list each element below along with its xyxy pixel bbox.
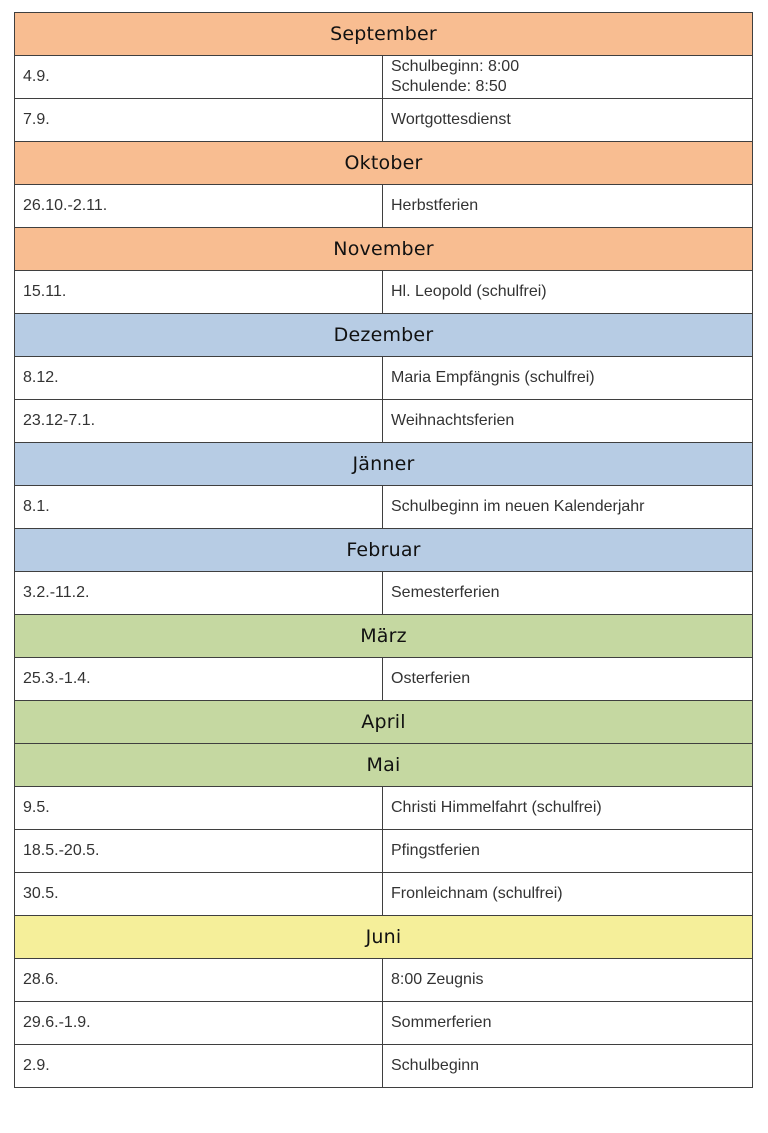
event-cell: [383, 99, 753, 142]
event-cell: [383, 271, 753, 314]
date-cell: 8.12.: [15, 357, 383, 400]
calendar-row: [15, 873, 753, 916]
date-cell: 18.5.-20.5.: [15, 830, 383, 873]
date-cell: 25.3.-1.4.: [15, 658, 383, 701]
month-header-row: [15, 916, 753, 959]
event-text: Schulbeginn: [391, 1057, 480, 1074]
month-header: März: [15, 615, 753, 658]
month-header-row: [15, 744, 753, 787]
month-header: Dezember: [15, 314, 753, 357]
event-text: Hl. Leopold (schulfrei): [391, 283, 547, 300]
date-cell: 7.9.: [15, 99, 383, 142]
month-header-row: [15, 615, 753, 658]
event-cell: [383, 959, 753, 1002]
event-cell: [383, 1045, 753, 1088]
event-text: Schulbeginn im neuen Kalenderjahr: [391, 498, 645, 515]
event-cell: [383, 400, 753, 443]
calendar-row: [15, 185, 753, 228]
event-cell: [383, 572, 753, 615]
calendar-row: [15, 1045, 753, 1088]
event-cell: [383, 873, 753, 916]
date-cell: 29.6.-1.9.: [15, 1002, 383, 1045]
month-header: September: [15, 13, 753, 56]
calendar-row: [15, 486, 753, 529]
event-cell: [383, 56, 753, 99]
calendar-row: [15, 959, 753, 1002]
event-text: Christi Himmelfahrt (schulfrei): [391, 799, 602, 816]
month-header-row: [15, 314, 753, 357]
month-header-row: [15, 142, 753, 185]
event-cell: [383, 1002, 753, 1045]
date-cell: 23.12-7.1.: [15, 400, 383, 443]
date-cell: 9.5.: [15, 787, 383, 830]
event-text: Weihnachtsferien: [391, 412, 515, 429]
event-cell: [383, 185, 753, 228]
calendar-row: [15, 658, 753, 701]
event-text: Semesterferien: [391, 584, 500, 601]
event-cell: [383, 658, 753, 701]
month-header-row: [15, 529, 753, 572]
event-cell: [383, 486, 753, 529]
date-cell: 4.9.: [15, 56, 383, 99]
calendar-row: [15, 830, 753, 873]
event-text: Fronleichnam (schulfrei): [391, 885, 563, 902]
month-header: Jänner: [15, 443, 753, 486]
calendar-row: [15, 400, 753, 443]
date-cell: 26.10.-2.11.: [15, 185, 383, 228]
month-header: Oktober: [15, 142, 753, 185]
event-text: Maria Empfängnis (schulfrei): [391, 369, 595, 386]
calendar-row: [15, 271, 753, 314]
month-header: November: [15, 228, 753, 271]
date-cell: 15.11.: [15, 271, 383, 314]
event-text: Osterferien: [391, 670, 471, 687]
month-header: Mai: [15, 744, 753, 787]
calendar-row: [15, 357, 753, 400]
month-header: Juni: [15, 916, 753, 959]
date-cell: 28.6.: [15, 959, 383, 1002]
event-cell: [383, 830, 753, 873]
event-text: Herbstferien: [391, 197, 479, 214]
month-header: April: [15, 701, 753, 744]
event-cell: [383, 357, 753, 400]
calendar-row: [15, 1002, 753, 1045]
event-text: 8:00 Zeugnis: [391, 971, 484, 988]
month-header: Februar: [15, 529, 753, 572]
date-cell: 3.2.-11.2.: [15, 572, 383, 615]
date-cell: 8.1.: [15, 486, 383, 529]
calendar-row: [15, 56, 753, 99]
calendar-row: [15, 572, 753, 615]
month-header-row: [15, 13, 753, 56]
event-text: Schulende: 8:50: [391, 78, 507, 95]
event-text: Wortgottesdienst: [391, 111, 511, 128]
date-cell: 30.5.: [15, 873, 383, 916]
calendar-row: [15, 99, 753, 142]
month-header-row: [15, 701, 753, 744]
date-cell: 2.9.: [15, 1045, 383, 1088]
calendar-body: [15, 13, 753, 1088]
month-header-row: [15, 228, 753, 271]
month-header-row: [15, 443, 753, 486]
school-calendar-table: [14, 12, 753, 1088]
event-cell: [383, 787, 753, 830]
event-text: Sommerferien: [391, 1014, 492, 1031]
event-text: Schulbeginn: 8:00: [391, 58, 520, 75]
calendar-row: [15, 787, 753, 830]
event-text: Pfingstferien: [391, 842, 480, 859]
